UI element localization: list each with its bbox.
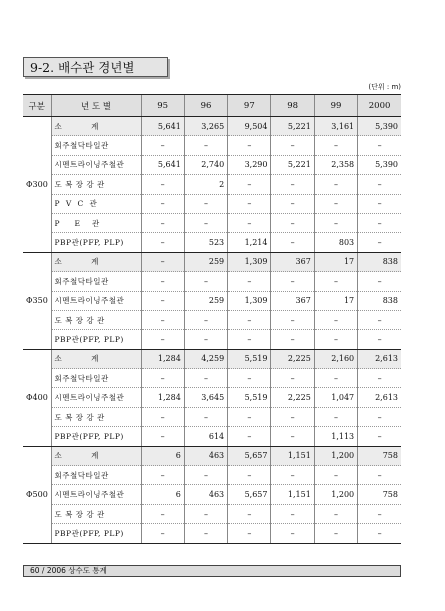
value-cell: – xyxy=(358,136,401,155)
value-cell: – xyxy=(184,369,227,388)
pipe-type-label: 소 계 xyxy=(51,446,141,465)
value-cell: – xyxy=(228,369,271,388)
value-cell: – xyxy=(271,194,314,213)
value-cell: – xyxy=(314,272,357,291)
value-cell: – xyxy=(271,233,314,252)
value-cell: 5,221 xyxy=(271,117,314,136)
value-cell: 259 xyxy=(184,252,227,271)
header-year: 2000 xyxy=(358,95,401,117)
value-cell: – xyxy=(141,213,184,232)
value-cell: 6 xyxy=(141,446,184,465)
diameter-cell: Φ300 xyxy=(23,117,51,253)
value-cell: 5,657 xyxy=(228,485,271,504)
pipe-type-label: 회주철닥타일관 xyxy=(51,466,141,485)
value-cell: 2,358 xyxy=(314,155,357,174)
value-cell: – xyxy=(314,369,357,388)
value-cell: 3,161 xyxy=(314,117,357,136)
value-cell: – xyxy=(141,407,184,426)
value-cell: – xyxy=(358,466,401,485)
value-cell: – xyxy=(271,466,314,485)
table-row xyxy=(23,330,401,349)
value-cell: 259 xyxy=(184,291,227,310)
value-cell: – xyxy=(141,330,184,349)
value-cell: 17 xyxy=(314,252,357,271)
value-cell: – xyxy=(358,369,401,388)
value-cell: – xyxy=(228,466,271,485)
value-cell: 1,284 xyxy=(141,349,184,368)
value-cell: – xyxy=(141,427,184,446)
value-cell: 5,390 xyxy=(358,155,401,174)
value-cell: – xyxy=(141,175,184,194)
value-cell: – xyxy=(271,213,314,232)
value-cell: – xyxy=(141,252,184,271)
value-cell: – xyxy=(228,310,271,329)
header-year: 95 xyxy=(141,95,184,117)
pipe-type-label: 시멘트라이닝주철관 xyxy=(51,291,141,310)
value-cell: – xyxy=(358,504,401,523)
header-category: 구분 xyxy=(23,95,51,117)
pipe-type-label: PBP관(PFP, PLP) xyxy=(51,330,141,349)
value-cell: – xyxy=(141,504,184,523)
value-cell: – xyxy=(184,330,227,349)
value-cell: 5,221 xyxy=(271,155,314,174)
value-cell: – xyxy=(141,524,184,543)
value-cell: – xyxy=(184,213,227,232)
value-cell: 3,290 xyxy=(228,155,271,174)
table-row xyxy=(23,213,401,232)
value-cell: – xyxy=(271,310,314,329)
table-row xyxy=(23,407,401,426)
table-row xyxy=(23,310,401,329)
value-cell: 1,309 xyxy=(228,291,271,310)
table-row xyxy=(23,117,401,136)
value-cell: – xyxy=(184,504,227,523)
header-year: 97 xyxy=(228,95,271,117)
value-cell: – xyxy=(314,330,357,349)
value-cell: 3,645 xyxy=(184,388,227,407)
value-cell: – xyxy=(228,407,271,426)
value-cell: 838 xyxy=(358,252,401,271)
table-row xyxy=(23,388,401,407)
value-cell: – xyxy=(228,194,271,213)
value-cell: 1,214 xyxy=(228,233,271,252)
table-row xyxy=(23,446,401,465)
value-cell: 5,641 xyxy=(141,117,184,136)
value-cell: – xyxy=(228,427,271,446)
table-row xyxy=(23,524,401,543)
value-cell: – xyxy=(314,407,357,426)
value-cell: – xyxy=(271,175,314,194)
diameter-cell: Φ400 xyxy=(23,349,51,446)
pipe-type-label: 회주철닥타일관 xyxy=(51,272,141,291)
value-cell: 4,259 xyxy=(184,349,227,368)
value-cell: – xyxy=(141,233,184,252)
pipe-type-label: P V C 관 xyxy=(51,194,141,213)
pipe-type-label: P E 관 xyxy=(51,213,141,232)
pipe-type-label: 도 복 장 강 관 xyxy=(51,504,141,523)
value-cell: 614 xyxy=(184,427,227,446)
table-row xyxy=(23,466,401,485)
value-cell: 2,225 xyxy=(271,388,314,407)
value-cell: 758 xyxy=(358,446,401,465)
value-cell: – xyxy=(141,466,184,485)
pipe-type-label: 소 계 xyxy=(51,117,141,136)
value-cell: 6 xyxy=(141,485,184,504)
table-row xyxy=(23,252,401,271)
value-cell: – xyxy=(184,407,227,426)
pipe-type-label: 도 복 장 강 관 xyxy=(51,175,141,194)
value-cell: – xyxy=(271,136,314,155)
value-cell: – xyxy=(271,524,314,543)
value-cell: – xyxy=(271,330,314,349)
value-cell: 5,641 xyxy=(141,155,184,174)
value-cell: 2,740 xyxy=(184,155,227,174)
header-year: 98 xyxy=(271,95,314,117)
value-cell: 463 xyxy=(184,446,227,465)
value-cell: – xyxy=(271,407,314,426)
value-cell: 1,151 xyxy=(271,485,314,504)
value-cell: – xyxy=(314,213,357,232)
header-year: 99 xyxy=(314,95,357,117)
value-cell: 1,047 xyxy=(314,388,357,407)
value-cell: 17 xyxy=(314,291,357,310)
value-cell: – xyxy=(358,272,401,291)
value-cell: – xyxy=(141,194,184,213)
table-row xyxy=(23,369,401,388)
value-cell: 5,390 xyxy=(358,117,401,136)
pipe-type-label: 회주철닥타일관 xyxy=(51,136,141,155)
pipe-type-label: 회주철닥타일관 xyxy=(51,369,141,388)
value-cell: 523 xyxy=(184,233,227,252)
value-cell: – xyxy=(184,310,227,329)
value-cell: – xyxy=(358,175,401,194)
value-cell: – xyxy=(141,136,184,155)
value-cell: 1,200 xyxy=(314,485,357,504)
page-footer: 60 / 2006 상수도 통계 xyxy=(23,565,401,577)
pipe-type-label: PBP관(PFP, PLP) xyxy=(51,524,141,543)
value-cell: 367 xyxy=(271,291,314,310)
value-cell: – xyxy=(358,407,401,426)
value-cell: – xyxy=(228,504,271,523)
pipe-type-label: 소 계 xyxy=(51,349,141,368)
pipe-type-label: 도 복 장 강 관 xyxy=(51,310,141,329)
table-row xyxy=(23,136,401,155)
table-body xyxy=(23,117,401,544)
table-row xyxy=(23,194,401,213)
value-cell: 367 xyxy=(271,252,314,271)
value-cell: – xyxy=(184,136,227,155)
value-cell: – xyxy=(184,466,227,485)
value-cell: – xyxy=(358,233,401,252)
value-cell: 1,151 xyxy=(271,446,314,465)
pipe-type-label: 시멘트라이닝주철관 xyxy=(51,485,141,504)
value-cell: – xyxy=(314,310,357,329)
pipe-type-label: 시멘트라이닝주철관 xyxy=(51,388,141,407)
value-cell: 3,265 xyxy=(184,117,227,136)
pipe-type-label: PBP관(PFP, PLP) xyxy=(51,233,141,252)
value-cell: – xyxy=(314,194,357,213)
unit-label: (단위 : m) xyxy=(368,83,401,91)
pipe-type-label: 시멘트라이닝주철관 xyxy=(51,155,141,174)
value-cell: – xyxy=(141,291,184,310)
value-cell: 9,504 xyxy=(228,117,271,136)
pipe-table xyxy=(23,94,401,544)
value-cell: – xyxy=(314,175,357,194)
value-cell: 5,519 xyxy=(228,388,271,407)
table-row xyxy=(23,272,401,291)
header-row xyxy=(23,95,401,117)
header-label: 년 도 별 xyxy=(51,95,141,117)
value-cell: – xyxy=(228,136,271,155)
value-cell: 5,519 xyxy=(228,349,271,368)
value-cell: – xyxy=(228,175,271,194)
value-cell: – xyxy=(271,504,314,523)
value-cell: 803 xyxy=(314,233,357,252)
table-row xyxy=(23,175,401,194)
value-cell: – xyxy=(358,427,401,446)
header-year: 96 xyxy=(184,95,227,117)
value-cell: – xyxy=(184,194,227,213)
value-cell: – xyxy=(271,272,314,291)
value-cell: 463 xyxy=(184,485,227,504)
value-cell: 1,309 xyxy=(228,252,271,271)
table-row xyxy=(23,485,401,504)
pipe-type-label: PBP관(PFP, PLP) xyxy=(51,427,141,446)
value-cell: – xyxy=(228,272,271,291)
value-cell: – xyxy=(228,524,271,543)
table-row xyxy=(23,233,401,252)
value-cell: – xyxy=(228,213,271,232)
value-cell: – xyxy=(314,136,357,155)
value-cell: – xyxy=(184,524,227,543)
table-row xyxy=(23,291,401,310)
value-cell: 2,225 xyxy=(271,349,314,368)
value-cell: – xyxy=(358,310,401,329)
value-cell: – xyxy=(314,524,357,543)
value-cell: – xyxy=(358,524,401,543)
value-cell: 838 xyxy=(358,291,401,310)
value-cell: 1,284 xyxy=(141,388,184,407)
value-cell: – xyxy=(271,369,314,388)
value-cell: 1,200 xyxy=(314,446,357,465)
table-row xyxy=(23,504,401,523)
value-cell: 758 xyxy=(358,485,401,504)
diameter-cell: Φ500 xyxy=(23,446,51,543)
value-cell: – xyxy=(141,369,184,388)
diameter-cell: Φ350 xyxy=(23,252,51,349)
value-cell: 2,613 xyxy=(358,349,401,368)
value-cell: – xyxy=(228,330,271,349)
pipe-type-label: 소 계 xyxy=(51,252,141,271)
value-cell: 5,657 xyxy=(228,446,271,465)
table-row xyxy=(23,155,401,174)
table-row xyxy=(23,349,401,368)
value-cell: – xyxy=(271,427,314,446)
table-row xyxy=(23,427,401,446)
value-cell: 2 xyxy=(184,175,227,194)
value-cell: – xyxy=(358,194,401,213)
section-title: 9-2. 배수관 경년별 xyxy=(23,57,168,77)
value-cell: 1,113 xyxy=(314,427,357,446)
value-cell: 2,613 xyxy=(358,388,401,407)
value-cell: – xyxy=(314,466,357,485)
value-cell: 2,160 xyxy=(314,349,357,368)
value-cell: – xyxy=(314,504,357,523)
value-cell: – xyxy=(141,272,184,291)
pipe-type-label: 도 복 장 강 관 xyxy=(51,407,141,426)
value-cell: – xyxy=(358,213,401,232)
value-cell: – xyxy=(184,272,227,291)
value-cell: – xyxy=(141,310,184,329)
value-cell: – xyxy=(358,330,401,349)
